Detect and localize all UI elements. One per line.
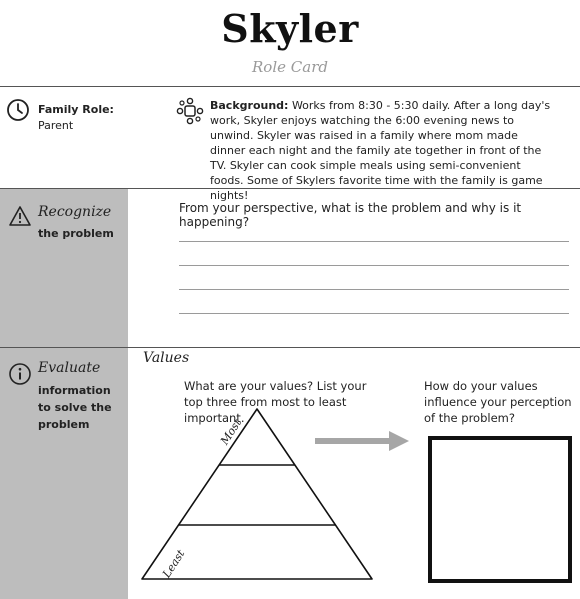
family-role-label: Family Role: xyxy=(38,103,114,116)
recognize-label-script: Recognize xyxy=(38,204,112,220)
values-prompt: What are your values? List your top three from most to least important. xyxy=(184,379,367,425)
pyramid-bottom-label: Least xyxy=(160,547,188,581)
values-heading: Values xyxy=(143,350,190,366)
clock-icon xyxy=(6,98,30,122)
influence-prompt: How do your values influence your perception of the problem? xyxy=(424,379,572,425)
influence-answer-box[interactable] xyxy=(428,436,572,583)
evaluate-label-bold: information to solve the problem xyxy=(38,384,112,431)
divider xyxy=(0,86,580,87)
recognize-question: From your perspective, what is the problem and why is it happening? xyxy=(179,201,522,229)
evaluate-label-script: Evaluate xyxy=(38,360,101,376)
background-text: Works from 8:30 - 5:30 daily. After a long day's work, Skyler enjoys watching the 6:00 evening news to unwind. Skyler was raised in a family where mom made dinner each night and the family ate together in front of the TV. Skyler can cook simple meals using semi-convenient foods. Some of Skylers favorite time with the family is game nights! xyxy=(210,99,551,202)
page-subtitle: Role Card xyxy=(252,58,328,76)
family-table-icon xyxy=(176,97,204,125)
info-icon xyxy=(8,362,32,386)
answer-lines xyxy=(179,241,569,337)
page-title: Skyler xyxy=(221,6,359,51)
pyramid-top-label: Most xyxy=(218,416,245,448)
recognize-label-bold: the problem xyxy=(38,227,114,240)
background-label: Background: xyxy=(210,99,289,112)
arrow-right-icon xyxy=(315,429,411,453)
family-role-value: Parent xyxy=(38,119,74,132)
warning-icon xyxy=(8,205,32,227)
